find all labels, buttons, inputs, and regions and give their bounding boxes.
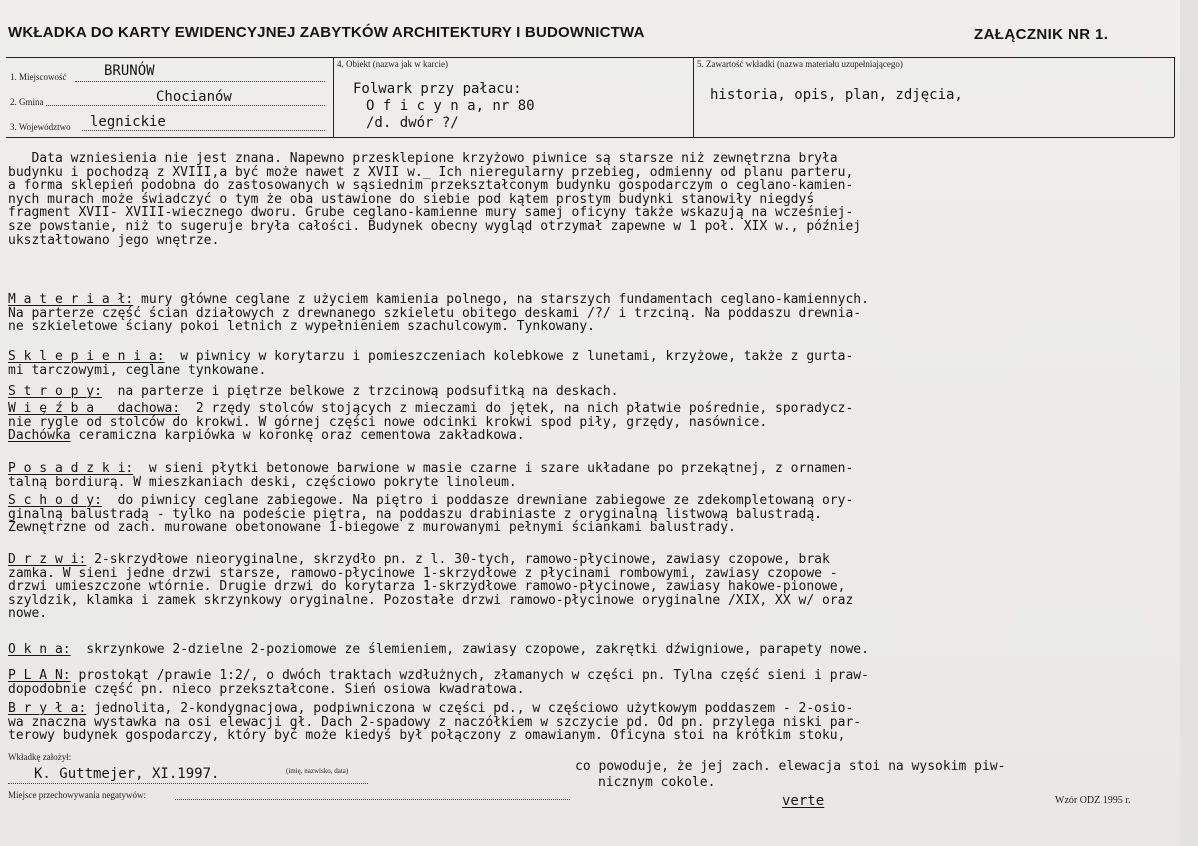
section-vaults-line: mi tarczowymi, ceglane tynkowane. <box>8 362 267 378</box>
section-tiles-line: Dachówka ceramiczna karpiówka w koronkę oraz cementowa zakładkowa. <box>8 428 525 444</box>
field-voivodeship-value: legnickie <box>90 114 166 130</box>
intro-line: Data wzniesienia nie jest znana. Napewno przesklepione krzyżowo piwnice są starsze niż zewnętrzna bryła <box>8 151 838 166</box>
field-place-label: 1. Miejscowość <box>10 72 67 82</box>
section-form-line: terowy budynek gospodarczy, który być może kiedyś był połączony z omawianym. Oficyna stoi na krótkim stoku, <box>8 728 846 744</box>
section-stairs-line: S c h o d y: do piwnicy ceglane zabiegowe. Na piętro i poddasze drewniane zabiegowe ze zdekompletowaną ory- <box>8 493 854 508</box>
annex-number: ZAŁĄCZNIK NR 1. <box>974 26 1109 43</box>
paper-edge <box>1180 0 1198 846</box>
founder-hint: (imię, nazwisko, data) <box>286 767 349 775</box>
form-top-rule <box>6 57 1174 58</box>
section-ceilings-line: S t r o p y: na parterze i piętrze belkowe z trzcinową podsufitką na deskach. <box>8 384 619 399</box>
section-roof-truss-line: nie rygle od stolców do krokwi. W górnej części nowe odcinki krokwi spod piły, grzędy, nasównice. <box>8 414 768 430</box>
intro-line: ukształtowano jego wnętrze. <box>8 232 220 248</box>
founder-line <box>8 783 368 784</box>
document-title: WKŁADKA DO KARTY EWIDENCYJNEJ ZABYTKÓW ARCHITEKTURY I BUDOWNICTWA <box>8 24 645 41</box>
section-ceilings-label: S t r o p y: <box>8 384 102 399</box>
section-stairs-line: ginalną balustradą - tylko na podeście piętra, na poddaszu drabiniaste z oryginalną listwową balustradą. <box>8 506 822 522</box>
section-form-line: wa znaczna wystawka na osi elewacji gł. Dach 2-spadowy z naczółkiem w szczycie pd. Od pn. przylega niski par- <box>8 714 862 730</box>
section-doors-line: szyldzik, klamka i zamek skrzynkowy oryginalne. Pozostałe drzwi ramowo-płycinowe oryginalne /XIX, XX w/ oraz <box>8 592 854 608</box>
section-roof-truss-label: W i ę ź b a dachowa: <box>8 401 181 416</box>
section-material-line: M a t e r i a ł: mury główne ceglane z użyciem kamienia polnego, na starszych fundamentach ceglano-kamiennych. <box>8 292 869 307</box>
intro-paragraph <box>8 152 1180 248</box>
section-windows-line: O k n a: skrzynkowe 2-dzielne 2-poziomowe ze ślemieniem, zawiasy czopowe, zakrętki dźwigniowe, parapety nowe. <box>8 642 869 657</box>
section-floors-line: talną bordiurą. W mieszkaniach deski, częściowo pokryte linoleum. <box>8 474 517 490</box>
negatives-label: Miejsce przechowywania negatywów: <box>8 790 146 800</box>
section-roof-truss-line: W i ę ź b a dachowa: 2 rzędy stolców stojących z mieczami do jętek, na nich płatwie pośrednie, sporadycz- <box>8 401 854 416</box>
continuation-line: nicznym cokole. <box>598 775 716 790</box>
section-vaults-label: S k l e p i e n i a: <box>8 349 165 364</box>
negatives-line <box>175 799 570 800</box>
intro-line: a forma sklepień podobna do zastosowanych w sąsiednim przekształconym budynku gospodarczym o ceglano-kamien- <box>8 178 854 194</box>
section-stairs-line: Zewnętrzne od zach. murowane obetonowane 1-biegowe z murowanymi pełnymi ściankami balustrady. <box>8 520 736 536</box>
intro-line: nych murach może świadczyć o tym że oba ustawione do siebie pod kątem prostym budynki stanowiły niegdyś <box>8 191 815 207</box>
field-object-label: 4. Obiekt (nazwa jak w karcie) <box>337 59 448 69</box>
section-form-label: B r y ł a: <box>8 701 87 716</box>
section-doors-label: D r z w i: <box>8 552 87 567</box>
form-right-rule <box>1174 57 1175 137</box>
intro-line: fragment XVII- XVIII-wiecznego dworu. Grube ceglano-kamienne mury samej oficyny także wskazują na wcześniej- <box>8 205 854 221</box>
section-material-line: Na parterze część ścian działowych z drewnanego szkieletu obitego deskami /?/ i trzciną. Na poddaszu drewnia- <box>8 305 862 321</box>
founder-value: K. Guttmejer, XI.1997. <box>34 766 220 782</box>
section-doors-line: D r z w i: 2-skrzydłowe nieoryginalne, skrzydło pn. z l. 30-tych, ramowo-płycinowe, zawiasy czopowe, brak <box>8 552 830 567</box>
intro-line: budynku i pochodzą z XVIII,a być może nawet z XVII w._ Ich nieregularny przebieg, odmienny od planu parteru, <box>8 164 854 180</box>
continuation-line: co powoduje, że jej zach. elewacja stoi na wysokim piw- <box>575 759 1006 774</box>
section-floors-label: P o s a d z k i: <box>8 461 134 476</box>
section-stairs-label: S c h o d y: <box>8 493 102 508</box>
section-doors-line: drzwi umieszczone wtórnie. Drugie drzwi do korytarza 1-skrzydłowe ramowo-płycinowe, zawiasy hakowe-pionowe, <box>8 579 846 595</box>
section-vaults-line: S k l e p i e n i a: w piwnicy w korytarzu i pomieszczeniach kolebkowe z lunetami, krzyżowe, także z gurta- <box>8 349 854 364</box>
field-object-line-2: O f i c y n a, nr 80 <box>366 98 535 114</box>
form-bottom-rule <box>6 137 1174 138</box>
founder-label: Wkładkę założył: <box>8 752 72 762</box>
section-material-label: M a t e r i a ł: <box>8 292 134 307</box>
section-form-line: B r y ł a: jednolita, 2-kondygnacjowa, podpiwniczona w części pd., w częściowo użytkowym poddaszem - 2-osio- <box>8 701 854 716</box>
section-windows-label: O k n a: <box>8 642 71 657</box>
section-plan-label: P L A N: <box>8 668 71 683</box>
field-place-value: BRUNÓW <box>104 63 155 79</box>
form-divider-2 <box>693 57 694 137</box>
intro-line: sze powstanie, niż to sugeruje bryła całości. Budynek obecny wygląd otrzymał zapewne w 1 poł. XIX w., później <box>8 219 862 234</box>
field-object-line-3: /d. dwór ?/ <box>366 115 459 131</box>
verte-label: verte <box>782 793 825 809</box>
field-commune-label: 2. Gmina <box>10 97 44 107</box>
field-voivodeship-label: 3. Województwo <box>10 122 71 132</box>
field-place-line <box>75 81 325 82</box>
form-divider-1 <box>333 57 334 137</box>
description-sections <box>8 293 1180 753</box>
section-tiles-label: Dachówka <box>8 428 71 444</box>
field-contents-value: historia, opis, plan, zdjęcia, <box>710 87 963 103</box>
section-plan-line: dopodobnie część pn. nieco przekształcone. Sień osiowa kwadratowa. <box>8 681 525 697</box>
form-id: Wzór ODZ 1995 r. <box>1055 795 1131 806</box>
section-doors-line: zamka. W sieni jedne drzwi starsze, ramowo-płycinowe 1-skrzydłowe z płycinami rombowymi, zawiasy czopowe - <box>8 565 838 581</box>
section-floors-line: P o s a d z k i: w sieni płytki betonowe barwione w masie czarne i szare układane po przekątnej, z ornamen- <box>8 461 854 476</box>
section-doors-line: nowe. <box>8 606 48 622</box>
field-commune-value: Chocianów <box>156 89 232 105</box>
field-object-line-1: Folwark przy pałacu: <box>353 81 522 97</box>
section-plan-line: P L A N: prostokąt /prawie 1:2/, o dwóch traktach wzdłużnych, złamanych w części pn. Tylna część sieni i praw- <box>8 668 869 683</box>
section-material-line: ne szkieletowe ściany pokoi letnich z wypełnieniem szachulcowym. Tynkowany. <box>8 319 595 335</box>
field-contents-label: 5. Zawartość wkładki (nazwa materiału uzupełniającego) <box>697 59 903 69</box>
